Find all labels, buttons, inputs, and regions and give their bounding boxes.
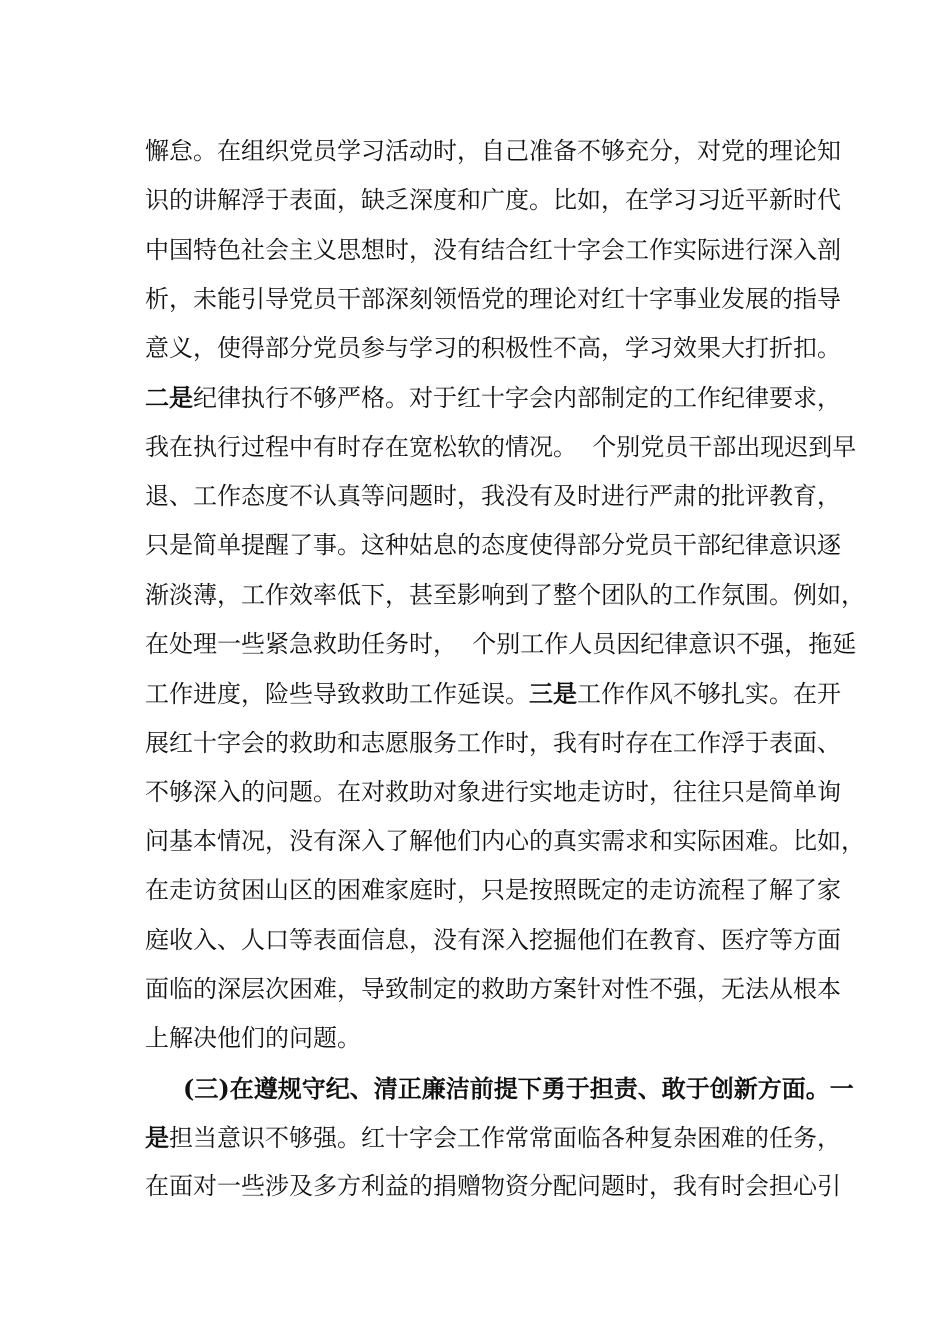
text-run: 纪律执行不够严格。对于红十字会内部制定的工作纪律要求，: [193, 384, 841, 413]
text-run: 面临的深层次困难，导致制定的救助方案针对性不强，无法从根本: [145, 975, 841, 1004]
text-line-14: [145, 768, 841, 817]
text-line-4: [145, 275, 841, 324]
text-line-6: [145, 373, 841, 422]
text-line-5: [145, 324, 841, 373]
text-run: 渐淡薄，工作效率低下，甚至影响到了整个团队的工作氛围。例如，: [145, 580, 865, 609]
text-line-12: [145, 669, 841, 718]
bold-lead-run: 是: [145, 1122, 169, 1152]
text-run: 工作作风不够扎实。在开: [577, 680, 841, 709]
text-line-9: [145, 521, 841, 570]
text-run: 庭收入、人口等表面信息，没有深入挖掘他们在教育、医疗等方面: [145, 925, 841, 954]
text-line-3: [145, 226, 841, 275]
text-run: 在走访贫困山区的困难家庭时，只是按照既定的走访流程了解了家: [145, 876, 841, 905]
text-run: 析，未能引导党员干部深刻领悟党的理论对红十字事业发展的指导: [145, 284, 841, 313]
text-line-7: [145, 423, 857, 472]
text-run: 问基本情况，没有深入了解他们内心的真实需求和实际困难。比如，: [145, 827, 865, 856]
text-run: 展红十字会的救助和志愿服务工作时，我有时存在工作浮于表面、: [145, 728, 841, 757]
bold-lead-run: 三是: [529, 679, 577, 709]
text-run: 上解决他们的问题。: [145, 1024, 361, 1053]
text-line-8: [145, 472, 841, 521]
body-text: [145, 127, 865, 1212]
section-heading-line: [145, 1064, 854, 1113]
text-run: 懈怠。在组织党员学习活动时，自己准备不够充分，对党的理论知: [145, 137, 841, 165]
text-line-15: [145, 817, 865, 866]
text-run: 意义，使得部分党员参与学习的积极性不高，学习效果大打折扣。: [145, 334, 841, 363]
text-line-13: [145, 719, 841, 768]
text-line-22: [145, 1162, 841, 1211]
text-line-16: [145, 866, 841, 915]
text-run: 在处理一些紧急救助任务时， 个别工作人员因纪律意识不强，拖延: [145, 629, 857, 658]
text-line-1: [145, 127, 841, 176]
text-run: 工作进度，险些导致救助工作延误。: [145, 680, 529, 709]
text-run: 不够深入的问题。在对救助对象进行实地走访时，往往只是简单询: [145, 777, 841, 806]
text-line-11: [145, 620, 857, 669]
text-run: 我在执行过程中有时存在宽松软的情况。 个别党员干部出现迟到早: [145, 432, 857, 461]
text-line-2: [145, 176, 841, 225]
text-run: 识的讲解浮于表面，缺乏深度和广度。比如，在学习习近平新时代: [145, 186, 841, 215]
text-line-19: [145, 1014, 825, 1063]
text-run: 担当意识不够强。红十字会工作常常面临各种复杂困难的任务，: [169, 1123, 841, 1152]
text-line-10: [145, 571, 865, 620]
text-run: 在面对一些涉及多方利益的捐赠物资分配问题时，我有时会担心引: [145, 1172, 841, 1201]
text-run: 只是简单提醒了事。这种姑息的态度使得部分党员干部纪律意识逐: [145, 531, 841, 560]
text-line-18: [145, 965, 841, 1014]
text-run: 中国特色社会主义思想时，没有结合红十字会工作实际进行深入剖: [145, 235, 841, 264]
section-heading: (三)在遵规守纪、清正廉洁前提下勇于担责、敢于创新方面。一: [183, 1073, 854, 1103]
text-line-17: [145, 916, 841, 965]
text-line-21: [145, 1113, 841, 1162]
text-run: 退、工作态度不认真等问题时，我没有及时进行严肃的批评教育，: [145, 482, 841, 511]
bold-lead-run: 二是: [145, 383, 193, 413]
